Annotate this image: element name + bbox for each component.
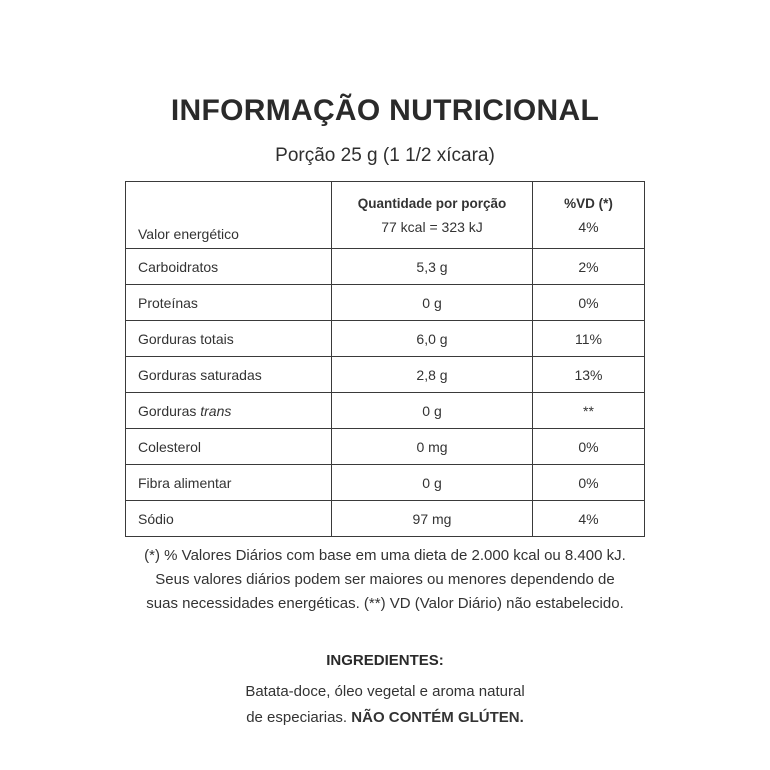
ingredients-text	[0, 679, 770, 731]
ingredients-line: Batata-doce, óleo vegetal e aroma natural	[245, 683, 525, 700]
table-row	[126, 393, 645, 429]
nutrient-value: 5,3 g	[332, 249, 533, 285]
nutrient-label-italic: trans	[200, 402, 232, 419]
table-row	[126, 465, 645, 501]
nutrient-vd: 4%	[533, 501, 645, 537]
nutrient-value: 0 g	[332, 393, 533, 429]
nutrient-label: Gorduras	[138, 402, 197, 419]
vd-header: %VD (*)	[564, 195, 613, 211]
page-title: INFORMAÇÃO NUTRICIONAL	[170, 94, 600, 127]
nutrition-table	[125, 181, 645, 537]
footnote-line: Seus valores diários podem ser maiores ou menores dependendo de	[155, 571, 615, 588]
nutrient-value: 97 mg	[332, 501, 533, 537]
ingredients-line-2	[0, 705, 770, 731]
nutrient-value: 0 g	[332, 285, 533, 321]
table-row	[126, 321, 645, 357]
energy-vd: 4%	[578, 218, 599, 235]
footnote	[0, 544, 770, 616]
table-row	[126, 249, 645, 285]
nutrient-label: Gorduras saturadas	[126, 357, 332, 393]
quantity-header: Quantidade por porção	[357, 195, 507, 211]
energy-label: Valor energético	[126, 182, 332, 249]
ingredients-line-prefix: de especiarias.	[246, 709, 348, 726]
nutrient-vd: **	[533, 393, 645, 429]
nutrient-vd: 11%	[533, 321, 645, 357]
table-row	[126, 501, 645, 537]
nutrient-vd: 2%	[533, 249, 645, 285]
nutrient-label-cell	[126, 393, 332, 429]
footnote-line: (*) % Valores Diários com base em uma dieta de 2.000 kcal ou 8.400 kJ.	[144, 547, 626, 564]
nutrient-label: Proteínas	[126, 285, 332, 321]
ingredients-title: INGREDIENTES:	[326, 652, 444, 669]
gluten-free-notice: NÃO CONTÉM GLÚTEN.	[351, 709, 524, 726]
nutrient-label: Sódio	[126, 501, 332, 537]
table-row	[126, 429, 645, 465]
nutrient-label: Fibra alimentar	[126, 465, 332, 501]
nutrient-value: 6,0 g	[332, 321, 533, 357]
nutrient-vd: 0%	[533, 285, 645, 321]
nutrient-vd: 0%	[533, 429, 645, 465]
nutrient-label: Carboidratos	[126, 249, 332, 285]
quantity-cell	[332, 182, 533, 249]
nutrient-value: 2,8 g	[332, 357, 533, 393]
footnote-line: suas necessidades energéticas. (**) VD (Valor Diário) não estabelecido.	[146, 595, 624, 612]
nutrient-vd: 0%	[533, 465, 645, 501]
energy-value: 77 kcal = 323 kJ	[381, 218, 483, 235]
vd-cell	[533, 182, 645, 249]
nutrient-value: 0 mg	[332, 429, 533, 465]
table-row	[126, 357, 645, 393]
nutrient-label: Gorduras totais	[126, 321, 332, 357]
nutrient-label: Colesterol	[126, 429, 332, 465]
nutrient-value: 0 g	[332, 465, 533, 501]
table-row	[126, 285, 645, 321]
table-header-row	[126, 182, 645, 249]
nutrient-vd: 13%	[533, 357, 645, 393]
portion-size: Porção 25 g (1 1/2 xícara)	[275, 145, 495, 166]
